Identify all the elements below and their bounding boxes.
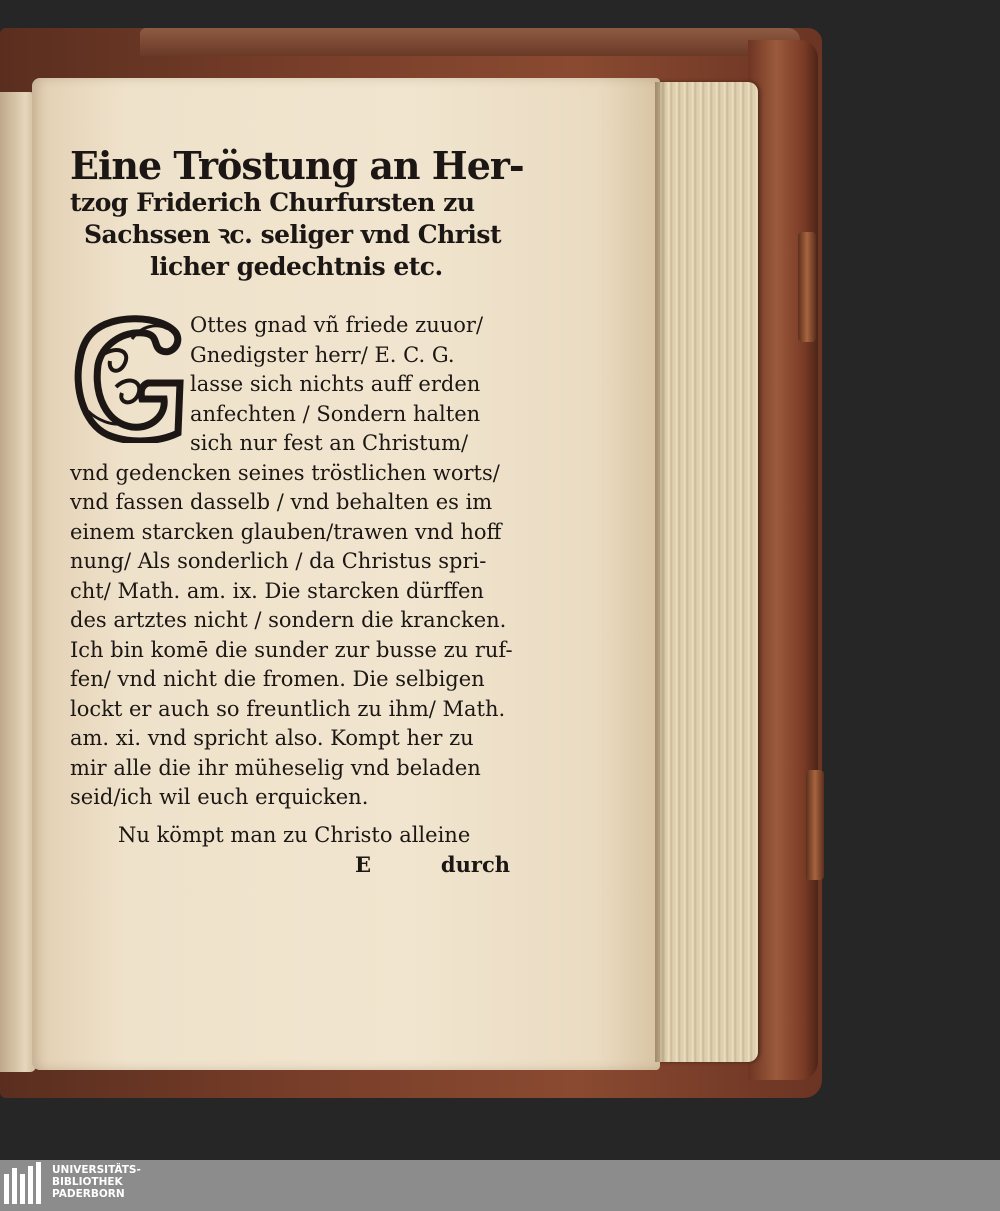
body-line: Nu kömpt man zu Christo alleine	[118, 822, 471, 847]
body-line: fen/ vnd nicht die fromen. Die selbigen	[70, 667, 485, 691]
catchword: durch	[440, 852, 510, 877]
signature-mark: E	[355, 852, 372, 877]
body-line: sich nur fest an Christum/	[190, 431, 469, 455]
body-line: vnd fassen dasselb / vnd behalten es im	[70, 490, 493, 514]
body-line: einem starcken glauben/trawen vnd hoff	[70, 519, 502, 544]
page-text	[70, 143, 524, 880]
body-line: vnd gedencken seines tröstlichen worts/	[70, 460, 500, 485]
footer-marks	[70, 850, 510, 880]
library-name-line: BIBLIOTHEK	[52, 1176, 123, 1188]
body-line: lockt er auch so freuntlich zu ihm/ Math.	[70, 696, 506, 721]
title-line: licher gedechtnis etc.	[150, 252, 443, 281]
decorated-initial	[72, 315, 184, 443]
body-line: des artztes nicht / sondern die krancken.	[70, 608, 507, 632]
gutter-shadow	[655, 82, 667, 1062]
cover-right-edge	[748, 40, 818, 1080]
body-line: mir alle die ihr müheselig vnd beladen	[70, 755, 481, 780]
title	[70, 143, 524, 283]
body-line: seid/ich wil euch erquicken.	[70, 785, 369, 809]
body-line: cht/ Math. am. ix. Die starcken dürffen	[70, 578, 484, 603]
library-name	[52, 1164, 141, 1200]
title-line: Sachssen ꝛc. seliger vnd Christ	[84, 220, 502, 249]
library-name-line: PADERBORN	[52, 1188, 125, 1200]
body-line: Ottes gnad vñ friede zuuor/	[190, 313, 484, 337]
footer-bar	[0, 1160, 1000, 1211]
clasp-top	[798, 232, 816, 342]
body-line: am. xi. vnd spricht also. Kompt her zu	[70, 726, 474, 750]
body-line: Ich bin komē die sunder zur busse zu ruf-	[70, 637, 513, 662]
library-logo-icon	[0, 1164, 46, 1208]
clasp-bottom	[806, 770, 824, 880]
body-line: lasse sich nichts auff erden	[190, 372, 481, 396]
cover-top-edge	[140, 28, 800, 56]
body-text	[70, 311, 513, 880]
body-line: Gnedigster herr/ E. C. G.	[190, 342, 455, 367]
title-line: Eine Tröstung an Her-	[70, 143, 524, 188]
library-name-line: UNIVERSITÄTS-	[52, 1164, 141, 1176]
title-line: tzog Friderich Churfursten zu	[70, 188, 475, 217]
body-line: nung/ Als sonderlich / da Christus spri-	[70, 549, 487, 573]
left-page-edge	[0, 92, 36, 1072]
body-line: anfechten / Sondern halten	[190, 401, 481, 426]
